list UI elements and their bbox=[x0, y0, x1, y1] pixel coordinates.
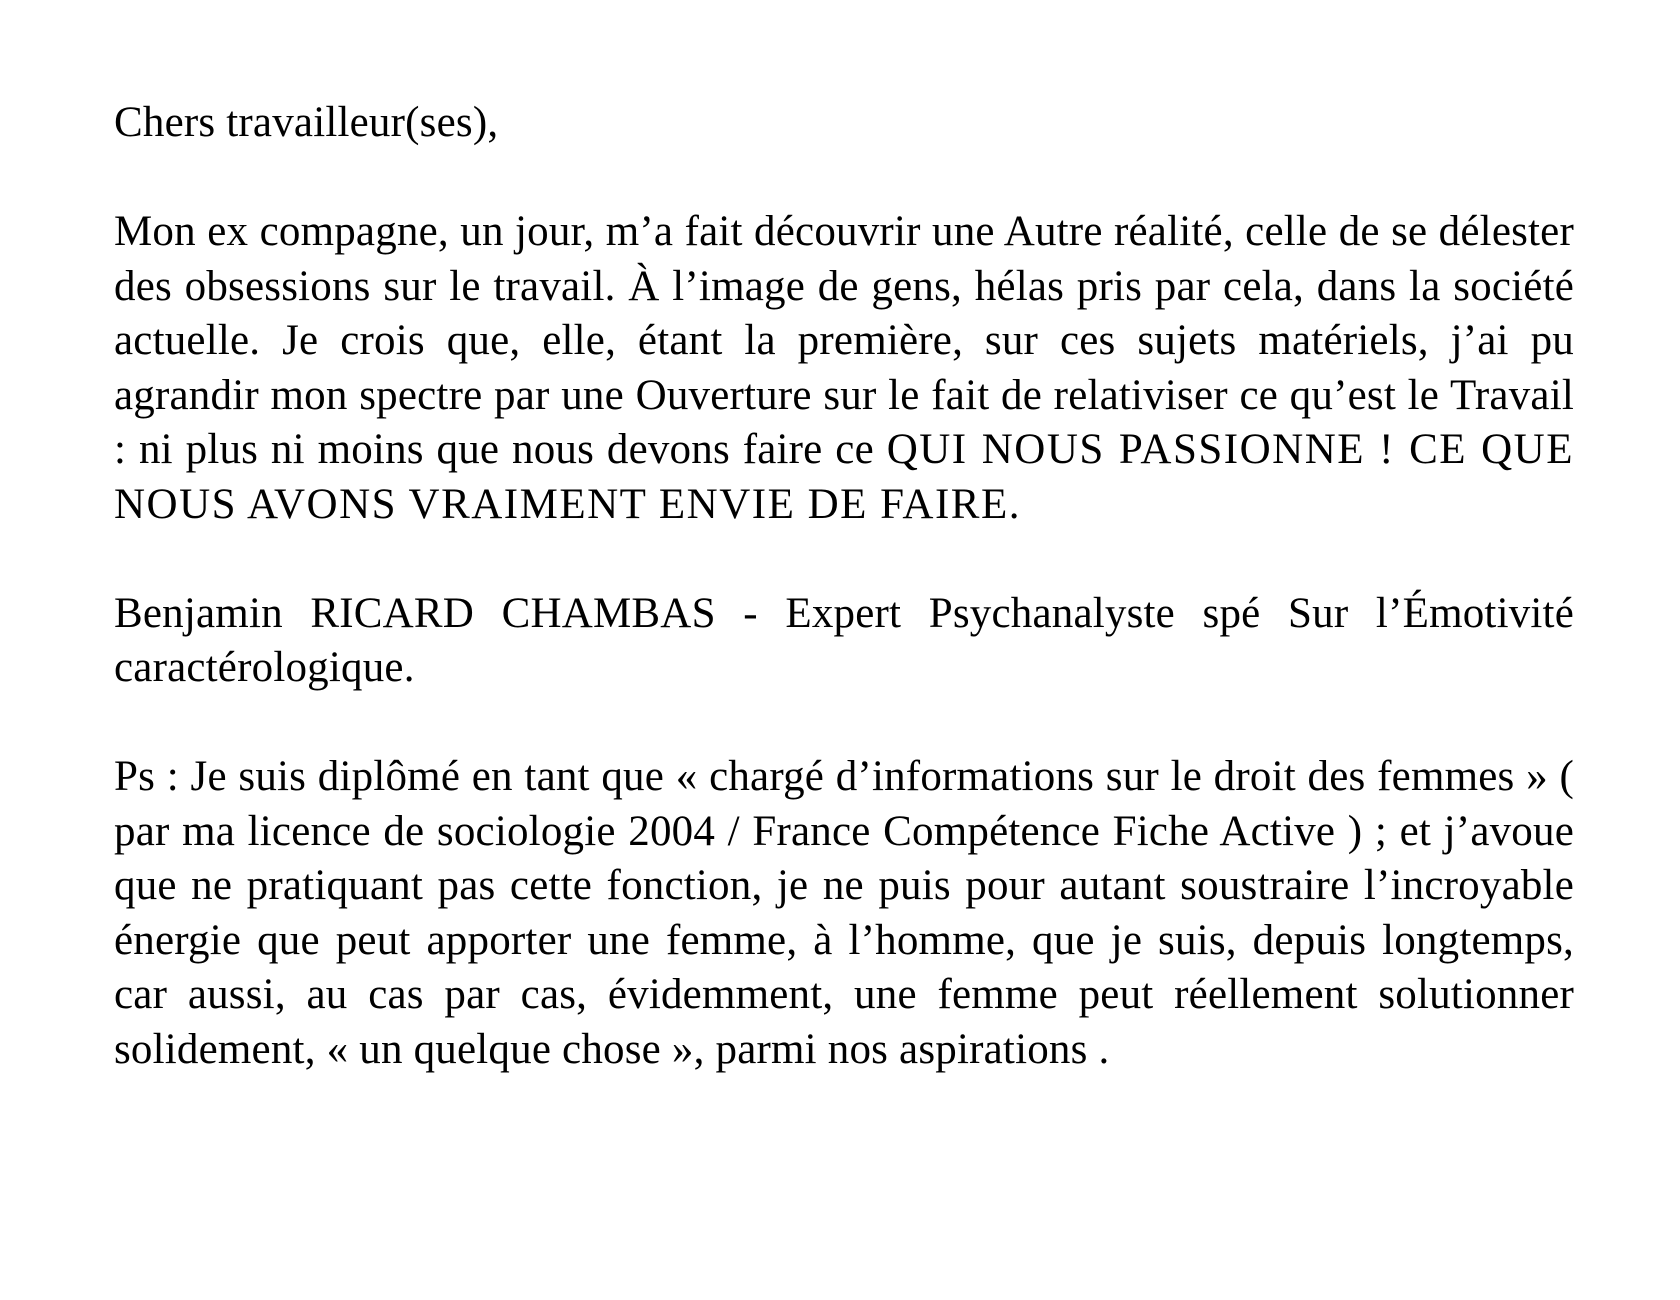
body-paragraph bbox=[114, 205, 1574, 532]
body-text: Mon ex compagne, un jour, m’a fait découvrir une Autre réalité, celle de se délester des obsessions sur le travail. À l’image de gens, hélas pris par cela, dans la société actuelle. Je crois que, elle, étant la première, sur ces sujets matériels, j’ai pu agrandir mon spectre par une Ouverture sur le fait de relativiser ce qu’est le Travail : ni plus ni moins que nous devons faire ce bbox=[114, 208, 1574, 473]
body-emphasis-caps: QUI NOUS PASSIONNE ! CE QUE NOUS AVONS VRAIMENT ENVIE DE FAIRE. bbox=[114, 426, 1574, 528]
greeting: Chers travailleur(ses), bbox=[114, 99, 499, 146]
postscript: Ps : Je suis diplômé en tant que « chargé d’informations sur le droit des femmes » ( par ma licence de sociologie 2004 / France Compétence Fiche Active ) ; et j’avoue que ne pratiquant pas cette fonction, je ne puis pour autant soustraire l’incroyable énergie que peut apporter une femme, à l’homme, que je suis, depuis longtemps, car aussi, au cas par cas, évidemment, une femme peut réellement solutionner solidement, « un quelque chose », parmi nos aspirations . bbox=[114, 753, 1574, 1073]
paragraph-spacer bbox=[114, 696, 1574, 751]
signature: Benjamin RICARD CHAMBAS - Expert Psychanalyste spé Sur l’Émotivité caractérologique. bbox=[114, 589, 1574, 691]
paragraph-spacer bbox=[114, 151, 1574, 206]
paragraph-spacer bbox=[114, 532, 1574, 587]
letter bbox=[114, 96, 1574, 1077]
